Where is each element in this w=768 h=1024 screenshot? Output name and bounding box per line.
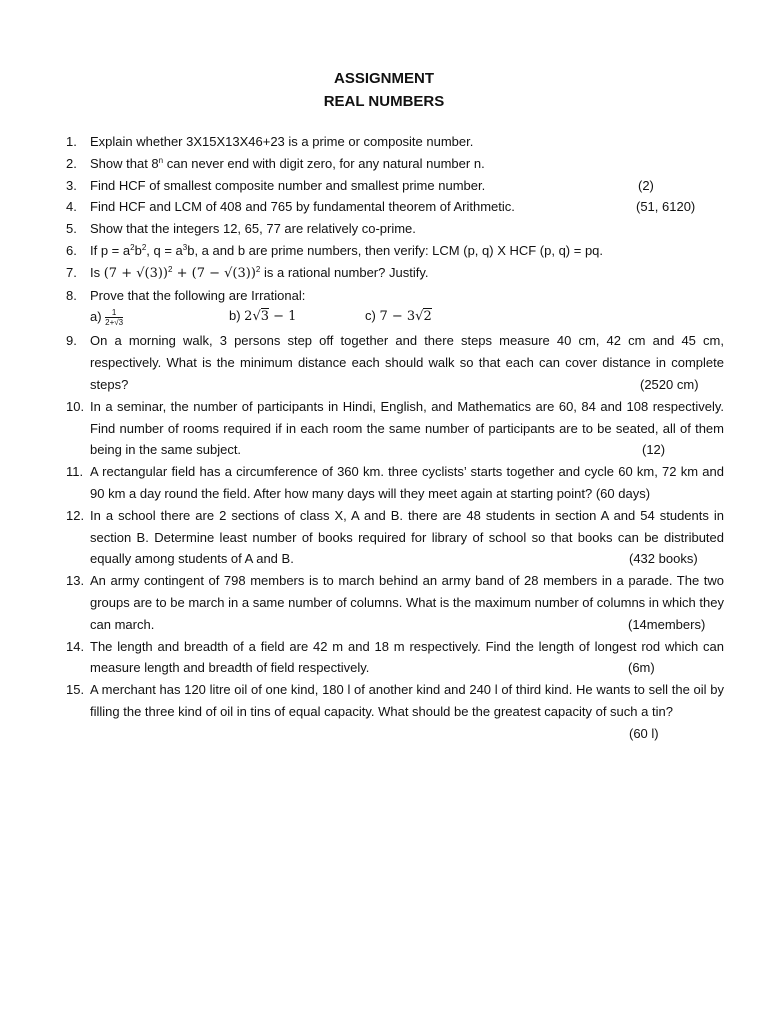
question-2 (66, 153, 724, 175)
question-number: 2. (66, 155, 77, 171)
question-text: Show that 8$^n$ can never end with digit zero, for any natural number n. (90, 155, 485, 171)
answer-label: (6m) (628, 660, 655, 676)
question-number: 10. (66, 398, 85, 414)
question-8-options (66, 306, 724, 330)
answer-label: (12) (642, 442, 666, 458)
question-text: In a seminar, the number of participants in Hindi, English, and Mathematics are 60, 84 and 108 respectively. Find number of rooms required if in each room the same number of participants are to be seated, all of them being in the same subject. (90, 398, 724, 458)
question-6 (66, 240, 724, 262)
question-1 (66, 131, 724, 153)
question-text: Find HCF and LCM of 408 and 765 by fundamental theorem of Arithmetic. (90, 199, 515, 215)
fraction: $\frac{1}{2+√3}$ (105, 308, 124, 328)
question-text: Explain whether 3X15X13X46+23 is a prime or composite number. (90, 134, 474, 149)
question-10 (66, 396, 724, 461)
question-text: On a morning walk, 3 persons step off together and there steps measure 40 cm, 42 cm and 45 cm, respectively. What is the minimum distance each should walk so that each can cover distance in complete steps? (90, 333, 724, 392)
option-a: a) $\frac{1}{2+√3}$ (90, 308, 124, 328)
question-text: An army contingent of 798 members is to march behind an army band of 28 members in a parade. The two groups are to be march in a same number of columns. What is the maximum number of columns in which they can march. (90, 573, 724, 632)
answer-label: (2) (638, 177, 654, 193)
question-number: 15. (66, 682, 85, 698)
question-number: 6. (66, 242, 77, 258)
question-number: 8. (66, 287, 77, 303)
question-11 (66, 461, 724, 505)
question-text: If $p = a^2b^2$, $q = a^3b$, a and b are prime numbers, then verify: LCM (p, q) X HCF (p, q) = pq. (90, 242, 604, 258)
answer-label: (432 books) (629, 551, 698, 567)
question-5 (66, 218, 724, 240)
question-text: Is $(7 + √(3))^2 + (7 - √(3))^2$ is a rational number? Justify. (90, 264, 429, 281)
question-number: 4. (66, 199, 77, 215)
question-15 (66, 679, 724, 741)
question-4 (66, 196, 724, 218)
page-title: ASSIGNMENT (333, 70, 434, 87)
question-text: In a school there are 2 sections of class X, A and B. there are 48 students in section A and 54 students in section B. Determine least number of books required for library of school so that books can be distributed equally among students of A and B. (90, 507, 724, 567)
page-subtitle: REAL NUMBERS (323, 93, 445, 110)
question-9 (66, 330, 724, 395)
question-8 (66, 285, 724, 307)
answer-label: (51, 6120) (636, 199, 696, 215)
option-b: b) 2√3 − 1 (229, 308, 297, 325)
question-text: Prove that the following are Irrational: (90, 287, 306, 303)
question-14 (66, 636, 724, 680)
question-number: 11. (66, 464, 84, 480)
question-3 (66, 175, 724, 197)
question-12 (66, 505, 724, 570)
question-number: 14. (66, 638, 85, 654)
answer-label: (14members) (628, 616, 706, 632)
answer-label: (2520 cm) (640, 376, 699, 392)
question-number: 7. (66, 264, 77, 280)
option-c: c) 7 − 3√2 (365, 308, 432, 325)
question-list (66, 131, 724, 741)
question-number: 3. (66, 177, 77, 193)
question-number: 1. (66, 134, 77, 149)
question-text: Find HCF of smallest composite number and smallest prime number. (90, 177, 486, 193)
answer-label: (60 l) (629, 725, 659, 741)
question-number: 12. (66, 507, 85, 523)
question-text: A merchant has 120 litre oil of one kind, 180 l of another kind and 240 l of third kind. He wants to sell the oil by filling the three kind of oil in tins of equal capacity. What should be the greatest capacity of such a tin? (90, 682, 724, 719)
question-text: A rectangular field has a circumference of 360 km. three cyclists’ starts together and cycle 60 km, 72 km and 90 km a day round the field. After how many days will they meet again at starting point? (60 days) (90, 464, 724, 501)
question-number: 5. (66, 221, 77, 237)
question-number: 13. (66, 573, 85, 589)
question-7 (66, 262, 724, 285)
question-text: The length and breadth of a field are 42 m and 18 m respectively. Find the length of longest rod which can measure length and breadth of field respectively. (90, 638, 724, 676)
question-text: Show that the integers 12, 65, 77 are relatively co-prime. (90, 221, 416, 237)
question-number: 9. (66, 333, 77, 349)
question-13 (66, 570, 724, 635)
